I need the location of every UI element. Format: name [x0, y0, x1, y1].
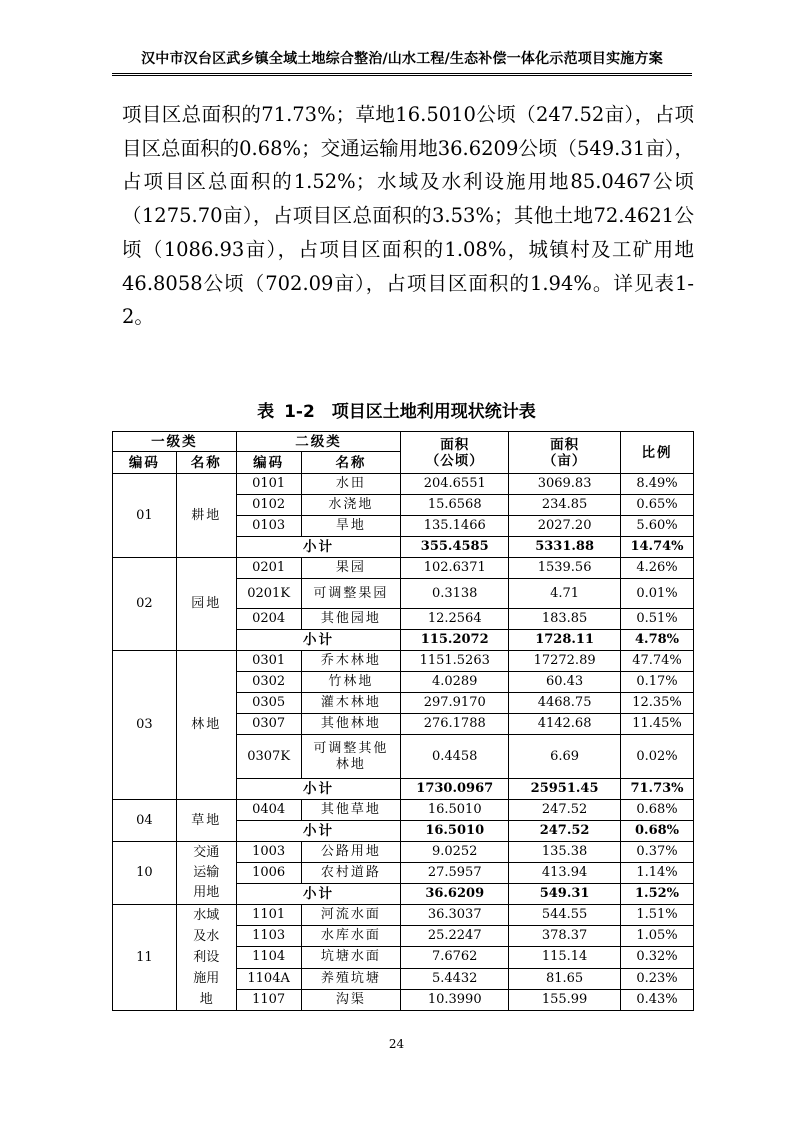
level1-name: 草地 — [176, 800, 236, 842]
subtotal-label: 小计 — [236, 779, 401, 800]
area-mu-value: 4.71 — [509, 579, 621, 609]
area-ha-value: 102.6371 — [401, 558, 509, 579]
level1-code: 02 — [113, 558, 177, 651]
level2-code: 0305 — [236, 693, 301, 714]
level1-code: 04 — [113, 800, 177, 842]
level2-name: 可调整果园 — [301, 579, 401, 609]
area-ha-value: 15.6568 — [401, 495, 509, 516]
area-ha-value: 0.3138 — [401, 579, 509, 609]
area-ha-value: 1151.5263 — [401, 651, 509, 672]
area-mu-value: 1539.56 — [509, 558, 621, 579]
area-mu-value: 247.52 — [509, 800, 621, 821]
ratio-value: 0.37% — [621, 842, 694, 863]
level2-name: 旱地 — [301, 516, 401, 537]
area-ha-value: 276.1788 — [401, 714, 509, 735]
level2-name: 其他草地 — [301, 800, 401, 821]
area-ha-value: 10.3990 — [401, 989, 509, 1010]
ratio-value: 12.35% — [621, 693, 694, 714]
area-ha-value: 135.1466 — [401, 516, 509, 537]
header-area-mu: 面积 （亩） — [509, 432, 621, 474]
subtotal-mu: 549.31 — [509, 884, 621, 905]
level2-name: 乔木林地 — [301, 651, 401, 672]
subtotal-ha: 36.6209 — [401, 884, 509, 905]
ratio-value: 5.60% — [621, 516, 694, 537]
area-mu-value: 234.85 — [509, 495, 621, 516]
subtotal-mu: 1728.11 — [509, 630, 621, 651]
area-mu-value: 2027.20 — [509, 516, 621, 537]
header-rule-top — [112, 73, 692, 74]
ratio-value: 1.14% — [621, 863, 694, 884]
table-row — [113, 651, 694, 672]
level2-code: 0103 — [236, 516, 301, 537]
ratio-value: 0.01% — [621, 579, 694, 609]
subtotal-ha: 16.5010 — [401, 821, 509, 842]
page-number: 24 — [388, 1037, 405, 1051]
ratio-value: 1.51% — [621, 905, 694, 926]
level2-code: 0301 — [236, 651, 301, 672]
header-level2-name: 名称 — [301, 452, 401, 474]
level2-code: 0101 — [236, 474, 301, 495]
level2-code: 0307 — [236, 714, 301, 735]
area-mu-value: 6.69 — [509, 735, 621, 779]
area-mu-value: 183.85 — [509, 609, 621, 630]
level1-code: 11 — [113, 905, 177, 1011]
ratio-value: 0.23% — [621, 968, 694, 989]
area-mu-value: 413.94 — [509, 863, 621, 884]
level2-code: 1104 — [236, 947, 301, 968]
header-level2: 二级类 — [236, 432, 401, 452]
level1-code: 03 — [113, 651, 177, 800]
level2-name: 河流水面 — [301, 905, 401, 926]
subtotal-mu: 25951.45 — [509, 779, 621, 800]
table-row — [113, 800, 694, 821]
level1-name: 交通 运输 用地 — [176, 842, 236, 905]
subtotal-mu: 5331.88 — [509, 537, 621, 558]
ratio-value: 0.43% — [621, 989, 694, 1010]
area-ha-value: 7.6762 — [401, 947, 509, 968]
area-mu-value: 17272.89 — [509, 651, 621, 672]
area-ha-value: 16.5010 — [401, 800, 509, 821]
ratio-value: 11.45% — [621, 714, 694, 735]
header-rule-bottom — [112, 75, 692, 76]
table-row — [113, 905, 694, 926]
level2-name: 其他园地 — [301, 609, 401, 630]
level2-code: 0201K — [236, 579, 301, 609]
level1-code: 01 — [113, 474, 177, 558]
area-mu-value: 135.38 — [509, 842, 621, 863]
area-mu-value: 4468.75 — [509, 693, 621, 714]
level2-name: 水田 — [301, 474, 401, 495]
area-ha-value: 27.5957 — [401, 863, 509, 884]
level2-name: 果园 — [301, 558, 401, 579]
area-ha-value: 9.0252 — [401, 842, 509, 863]
area-mu-value: 378.37 — [509, 926, 621, 947]
level1-name: 林地 — [176, 651, 236, 800]
level2-code: 1006 — [236, 863, 301, 884]
ratio-value: 0.51% — [621, 609, 694, 630]
level2-name: 其他林地 — [301, 714, 401, 735]
level1-name: 园地 — [176, 558, 236, 651]
body-paragraph: 项目区总面积的71.73%；草地16.5010公顷（247.52亩），占项目区总面积的0.68%；交通运输用地36.6209公顷（549.31亩），占项目区总面积的1.52%；水域及水利设施用地85.0467公顷（1275.70亩），占项目区总面积的3.53%；其他土地72.4621公顷（1086.93亩），占项目区面积的1.08%，城镇村及工矿用地46.8058公顷（702.09亩），占项目区面积的1.94%。详见表1-2。 — [122, 103, 694, 329]
area-ha-value: 25.2247 — [401, 926, 509, 947]
level2-name: 农村道路 — [301, 863, 401, 884]
table-row — [113, 558, 694, 579]
level2-name: 灌木林地 — [301, 693, 401, 714]
area-ha-value: 5.4432 — [401, 968, 509, 989]
area-mu-value: 544.55 — [509, 905, 621, 926]
level2-name: 养殖坑塘 — [301, 968, 401, 989]
level2-code: 0102 — [236, 495, 301, 516]
ratio-value: 4.26% — [621, 558, 694, 579]
subtotal-label: 小计 — [236, 630, 401, 651]
ratio-value: 47.74% — [621, 651, 694, 672]
area-mu-value: 3069.83 — [509, 474, 621, 495]
level2-name: 可调整其他 林地 — [301, 735, 401, 779]
subtotal-ratio: 1.52% — [621, 884, 694, 905]
area-ha-value: 0.4458 — [401, 735, 509, 779]
level2-name: 沟渠 — [301, 989, 401, 1010]
header-level1-name: 名称 — [176, 452, 236, 474]
table-title: 表 1-2 项目区土地利用现状统计表 — [257, 402, 536, 422]
header-level1-code: 编码 — [113, 452, 177, 474]
area-ha-value: 297.9170 — [401, 693, 509, 714]
header-ratio: 比例 — [621, 432, 694, 474]
table-row — [113, 474, 694, 495]
subtotal-label: 小计 — [236, 884, 401, 905]
level2-code: 0302 — [236, 672, 301, 693]
level2-name: 竹林地 — [301, 672, 401, 693]
ratio-value: 0.65% — [621, 495, 694, 516]
ratio-value: 0.02% — [621, 735, 694, 779]
area-mu-value: 115.14 — [509, 947, 621, 968]
header-level2-code: 编码 — [236, 452, 301, 474]
ratio-value: 0.17% — [621, 672, 694, 693]
area-mu-value: 81.65 — [509, 968, 621, 989]
running-header: 汉中市汉台区武乡镇全域土地综合整治/山水工程/生态补偿一体化示范项目实施方案 — [141, 51, 663, 67]
area-ha-value: 36.3037 — [401, 905, 509, 926]
level2-code: 1107 — [236, 989, 301, 1010]
subtotal-label: 小计 — [236, 821, 401, 842]
ratio-value: 8.49% — [621, 474, 694, 495]
area-mu-value: 4142.68 — [509, 714, 621, 735]
header-level1: 一级类 — [113, 432, 237, 452]
subtotal-label: 小计 — [236, 537, 401, 558]
subtotal-mu: 247.52 — [509, 821, 621, 842]
level2-code: 1003 — [236, 842, 301, 863]
level1-name: 水域 及水 利设 施用 地 — [176, 905, 236, 1011]
subtotal-ratio: 14.74% — [621, 537, 694, 558]
level2-code: 0204 — [236, 609, 301, 630]
area-ha-value: 12.2564 — [401, 609, 509, 630]
level2-name: 公路用地 — [301, 842, 401, 863]
subtotal-ratio: 71.73% — [621, 779, 694, 800]
level2-name: 水库水面 — [301, 926, 401, 947]
level2-code: 0307K — [236, 735, 301, 779]
table-row — [113, 842, 694, 863]
level2-name: 坑塘水面 — [301, 947, 401, 968]
area-ha-value: 204.6551 — [401, 474, 509, 495]
area-mu-value: 60.43 — [509, 672, 621, 693]
subtotal-ha: 1730.0967 — [401, 779, 509, 800]
land-use-table — [112, 431, 694, 1011]
level2-code: 0404 — [236, 800, 301, 821]
level2-code: 0201 — [236, 558, 301, 579]
subtotal-ha: 355.4585 — [401, 537, 509, 558]
ratio-value: 1.05% — [621, 926, 694, 947]
ratio-value: 0.68% — [621, 800, 694, 821]
level2-code: 1104A — [236, 968, 301, 989]
ratio-value: 0.32% — [621, 947, 694, 968]
area-ha-value: 4.0289 — [401, 672, 509, 693]
subtotal-ha: 115.2072 — [401, 630, 509, 651]
level1-code: 10 — [113, 842, 177, 905]
area-mu-value: 155.99 — [509, 989, 621, 1010]
level2-name: 水浇地 — [301, 495, 401, 516]
subtotal-ratio: 0.68% — [621, 821, 694, 842]
level2-code: 1103 — [236, 926, 301, 947]
level2-code: 1101 — [236, 905, 301, 926]
level1-name: 耕地 — [176, 474, 236, 558]
header-area-ha: 面积 （公顷） — [401, 432, 509, 474]
subtotal-ratio: 4.78% — [621, 630, 694, 651]
